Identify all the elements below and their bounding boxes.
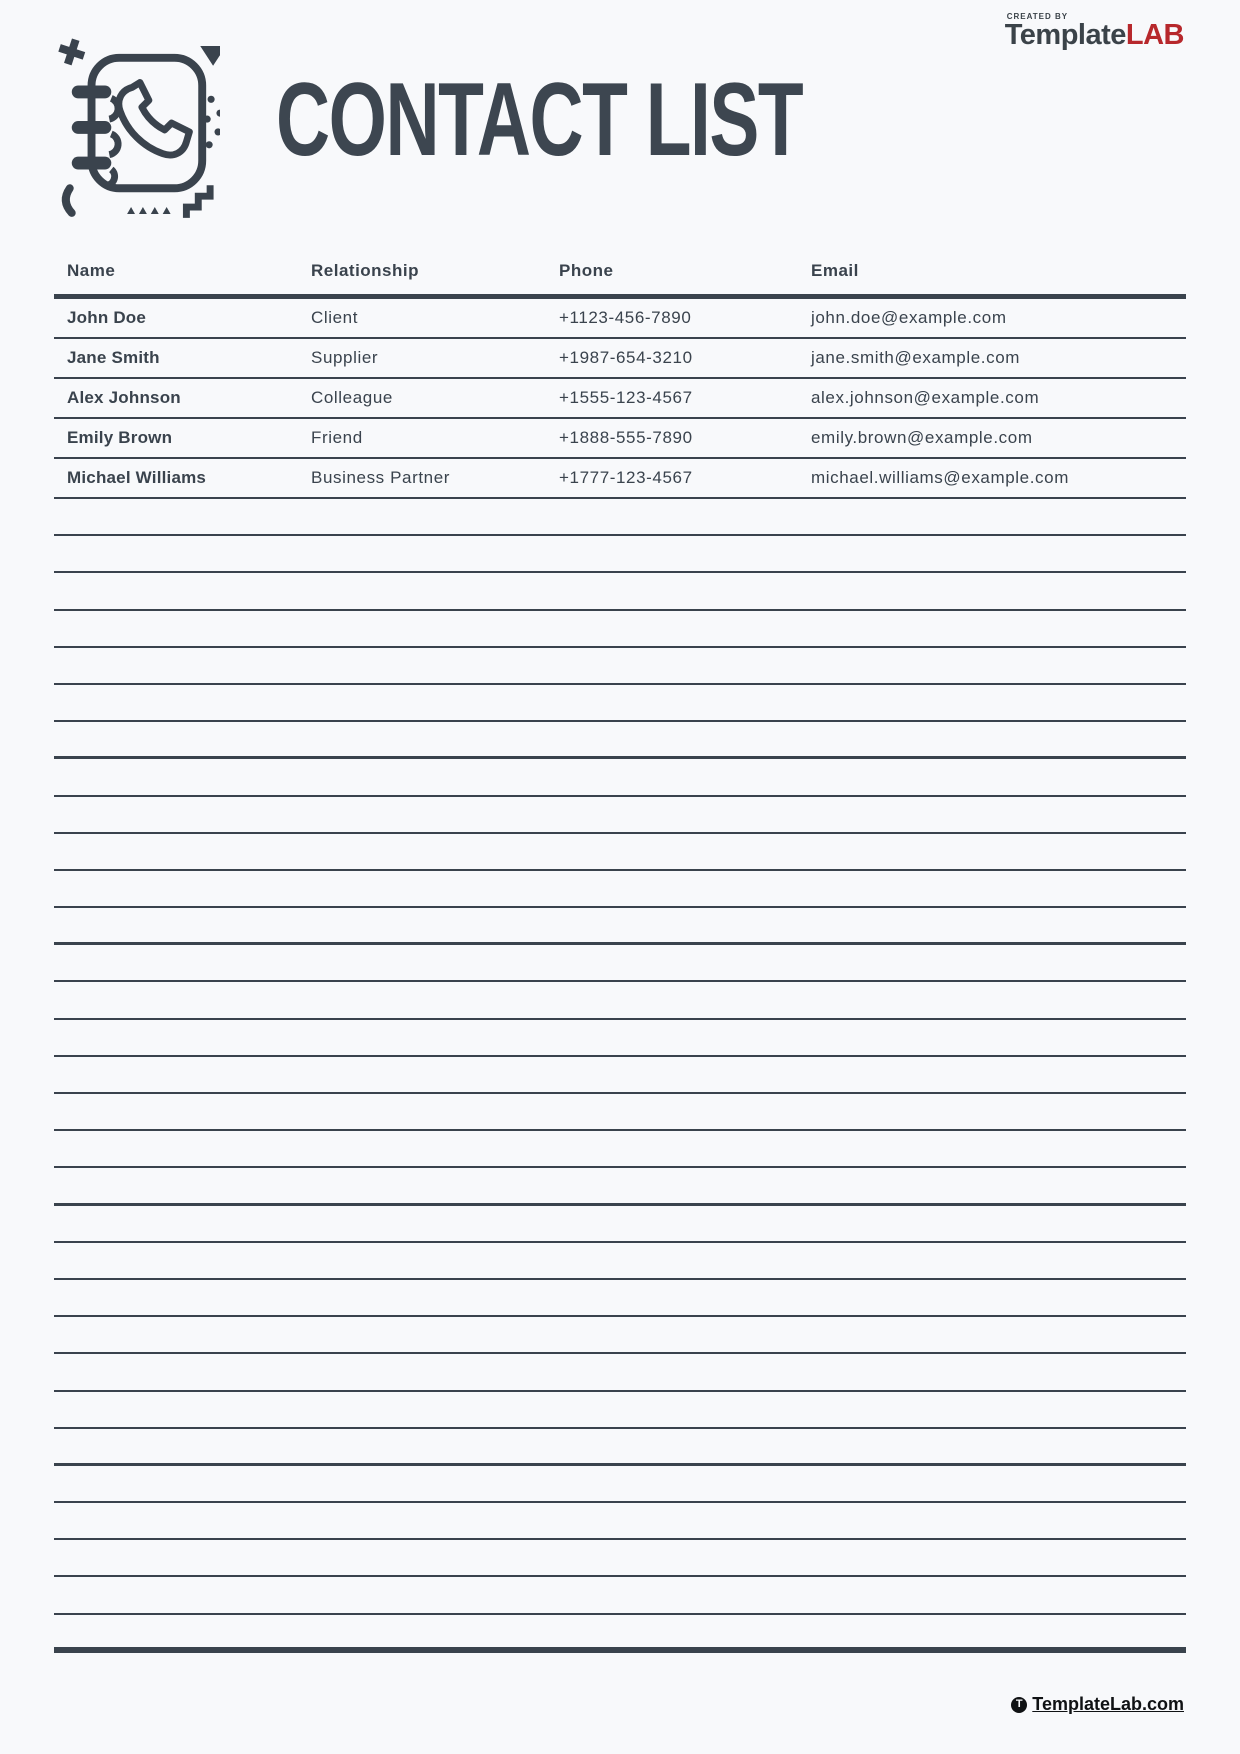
- cell-email: jane.smith@example.com: [811, 348, 1021, 367]
- empty-ruled-line: [54, 573, 1186, 610]
- empty-ruled-line: [54, 908, 1186, 945]
- empty-ruled-line: [54, 1206, 1186, 1243]
- cell-relationship: Client: [311, 308, 359, 327]
- table-body: [54, 299, 1186, 499]
- cell-email: emily.brown@example.com: [811, 428, 1033, 447]
- created-by-label: CREATED BY: [1006, 12, 1069, 21]
- column-header-name: Name: [67, 261, 116, 280]
- empty-ruled-line: [54, 945, 1186, 982]
- cell-name: Jane Smith: [67, 348, 160, 367]
- empty-ruled-line: [54, 1503, 1186, 1540]
- templatelab-logo: [1005, 12, 1184, 52]
- empty-ruled-line: [54, 1020, 1186, 1057]
- column-header-email: Email: [811, 261, 859, 280]
- empty-ruled-line: [54, 536, 1186, 573]
- empty-ruled-line: [54, 685, 1186, 722]
- table-row: [54, 339, 1186, 379]
- empty-ruled-line: [54, 1577, 1186, 1614]
- table-row: [54, 299, 1186, 339]
- empty-ruled-line: [54, 1466, 1186, 1503]
- templatelab-mark-icon: T: [1011, 1697, 1027, 1713]
- cell-phone: +1987-654-3210: [559, 348, 693, 367]
- empty-ruled-line: [54, 722, 1186, 759]
- cell-phone: +1777-123-4567: [559, 468, 693, 487]
- empty-ruled-line: [54, 797, 1186, 834]
- cell-name: Alex Johnson: [67, 388, 181, 407]
- empty-ruled-line: [54, 1057, 1186, 1094]
- cell-name: Michael Williams: [67, 468, 207, 487]
- contact-table: [54, 250, 1186, 499]
- table-row: [54, 459, 1186, 499]
- empty-ruled-line: [54, 1168, 1186, 1205]
- cell-email: michael.williams@example.com: [811, 468, 1069, 487]
- ruled-lines: [54, 499, 1186, 1615]
- empty-ruled-line: [54, 1392, 1186, 1429]
- brand-name-dark: Template: [1004, 19, 1126, 51]
- page-title: CONTACT LIST: [276, 62, 803, 178]
- contact-book-icon: [52, 30, 220, 222]
- cell-phone: +1555-123-4567: [559, 388, 693, 407]
- cell-phone: +1123-456-7890: [559, 308, 692, 327]
- cell-name: Emily Brown: [67, 428, 173, 447]
- empty-ruled-line: [54, 759, 1186, 796]
- empty-ruled-line: [54, 499, 1186, 536]
- column-header-relationship: Relationship: [311, 261, 420, 280]
- empty-ruled-line: [54, 1429, 1186, 1466]
- empty-ruled-line: [54, 871, 1186, 908]
- cell-phone: +1888-555-7890: [559, 428, 693, 447]
- empty-ruled-line: [54, 1354, 1186, 1391]
- footer-site-link[interactable]: [1011, 1694, 1184, 1715]
- table-row: [54, 379, 1186, 419]
- bottom-thick-rule: [54, 1647, 1186, 1653]
- cell-email: john.doe@example.com: [811, 308, 1007, 327]
- table-header-row: [54, 250, 1186, 299]
- footer-site-label: TemplateLab.com: [1032, 1694, 1184, 1714]
- empty-ruled-line: [54, 1243, 1186, 1280]
- cell-relationship: Business Partner: [311, 468, 451, 487]
- table-row: [54, 419, 1186, 459]
- empty-ruled-line: [54, 611, 1186, 648]
- empty-ruled-line: [54, 1280, 1186, 1317]
- cell-relationship: Supplier: [311, 348, 379, 367]
- empty-ruled-line: [54, 1094, 1186, 1131]
- cell-relationship: Friend: [311, 428, 363, 447]
- plus-decoration: [56, 36, 88, 68]
- empty-ruled-line: [54, 834, 1186, 871]
- empty-ruled-line: [54, 1131, 1186, 1168]
- empty-ruled-line: [54, 982, 1186, 1019]
- page-header: [0, 0, 1240, 230]
- cell-name: John Doe: [67, 308, 147, 327]
- brand-name-accent: LAB: [1125, 19, 1184, 51]
- empty-ruled-line: [54, 648, 1186, 685]
- empty-ruled-line: [54, 1317, 1186, 1354]
- empty-ruled-line: [54, 1540, 1186, 1577]
- cell-email: alex.johnson@example.com: [811, 388, 1040, 407]
- cell-relationship: Colleague: [311, 388, 393, 407]
- column-header-phone: Phone: [559, 261, 614, 280]
